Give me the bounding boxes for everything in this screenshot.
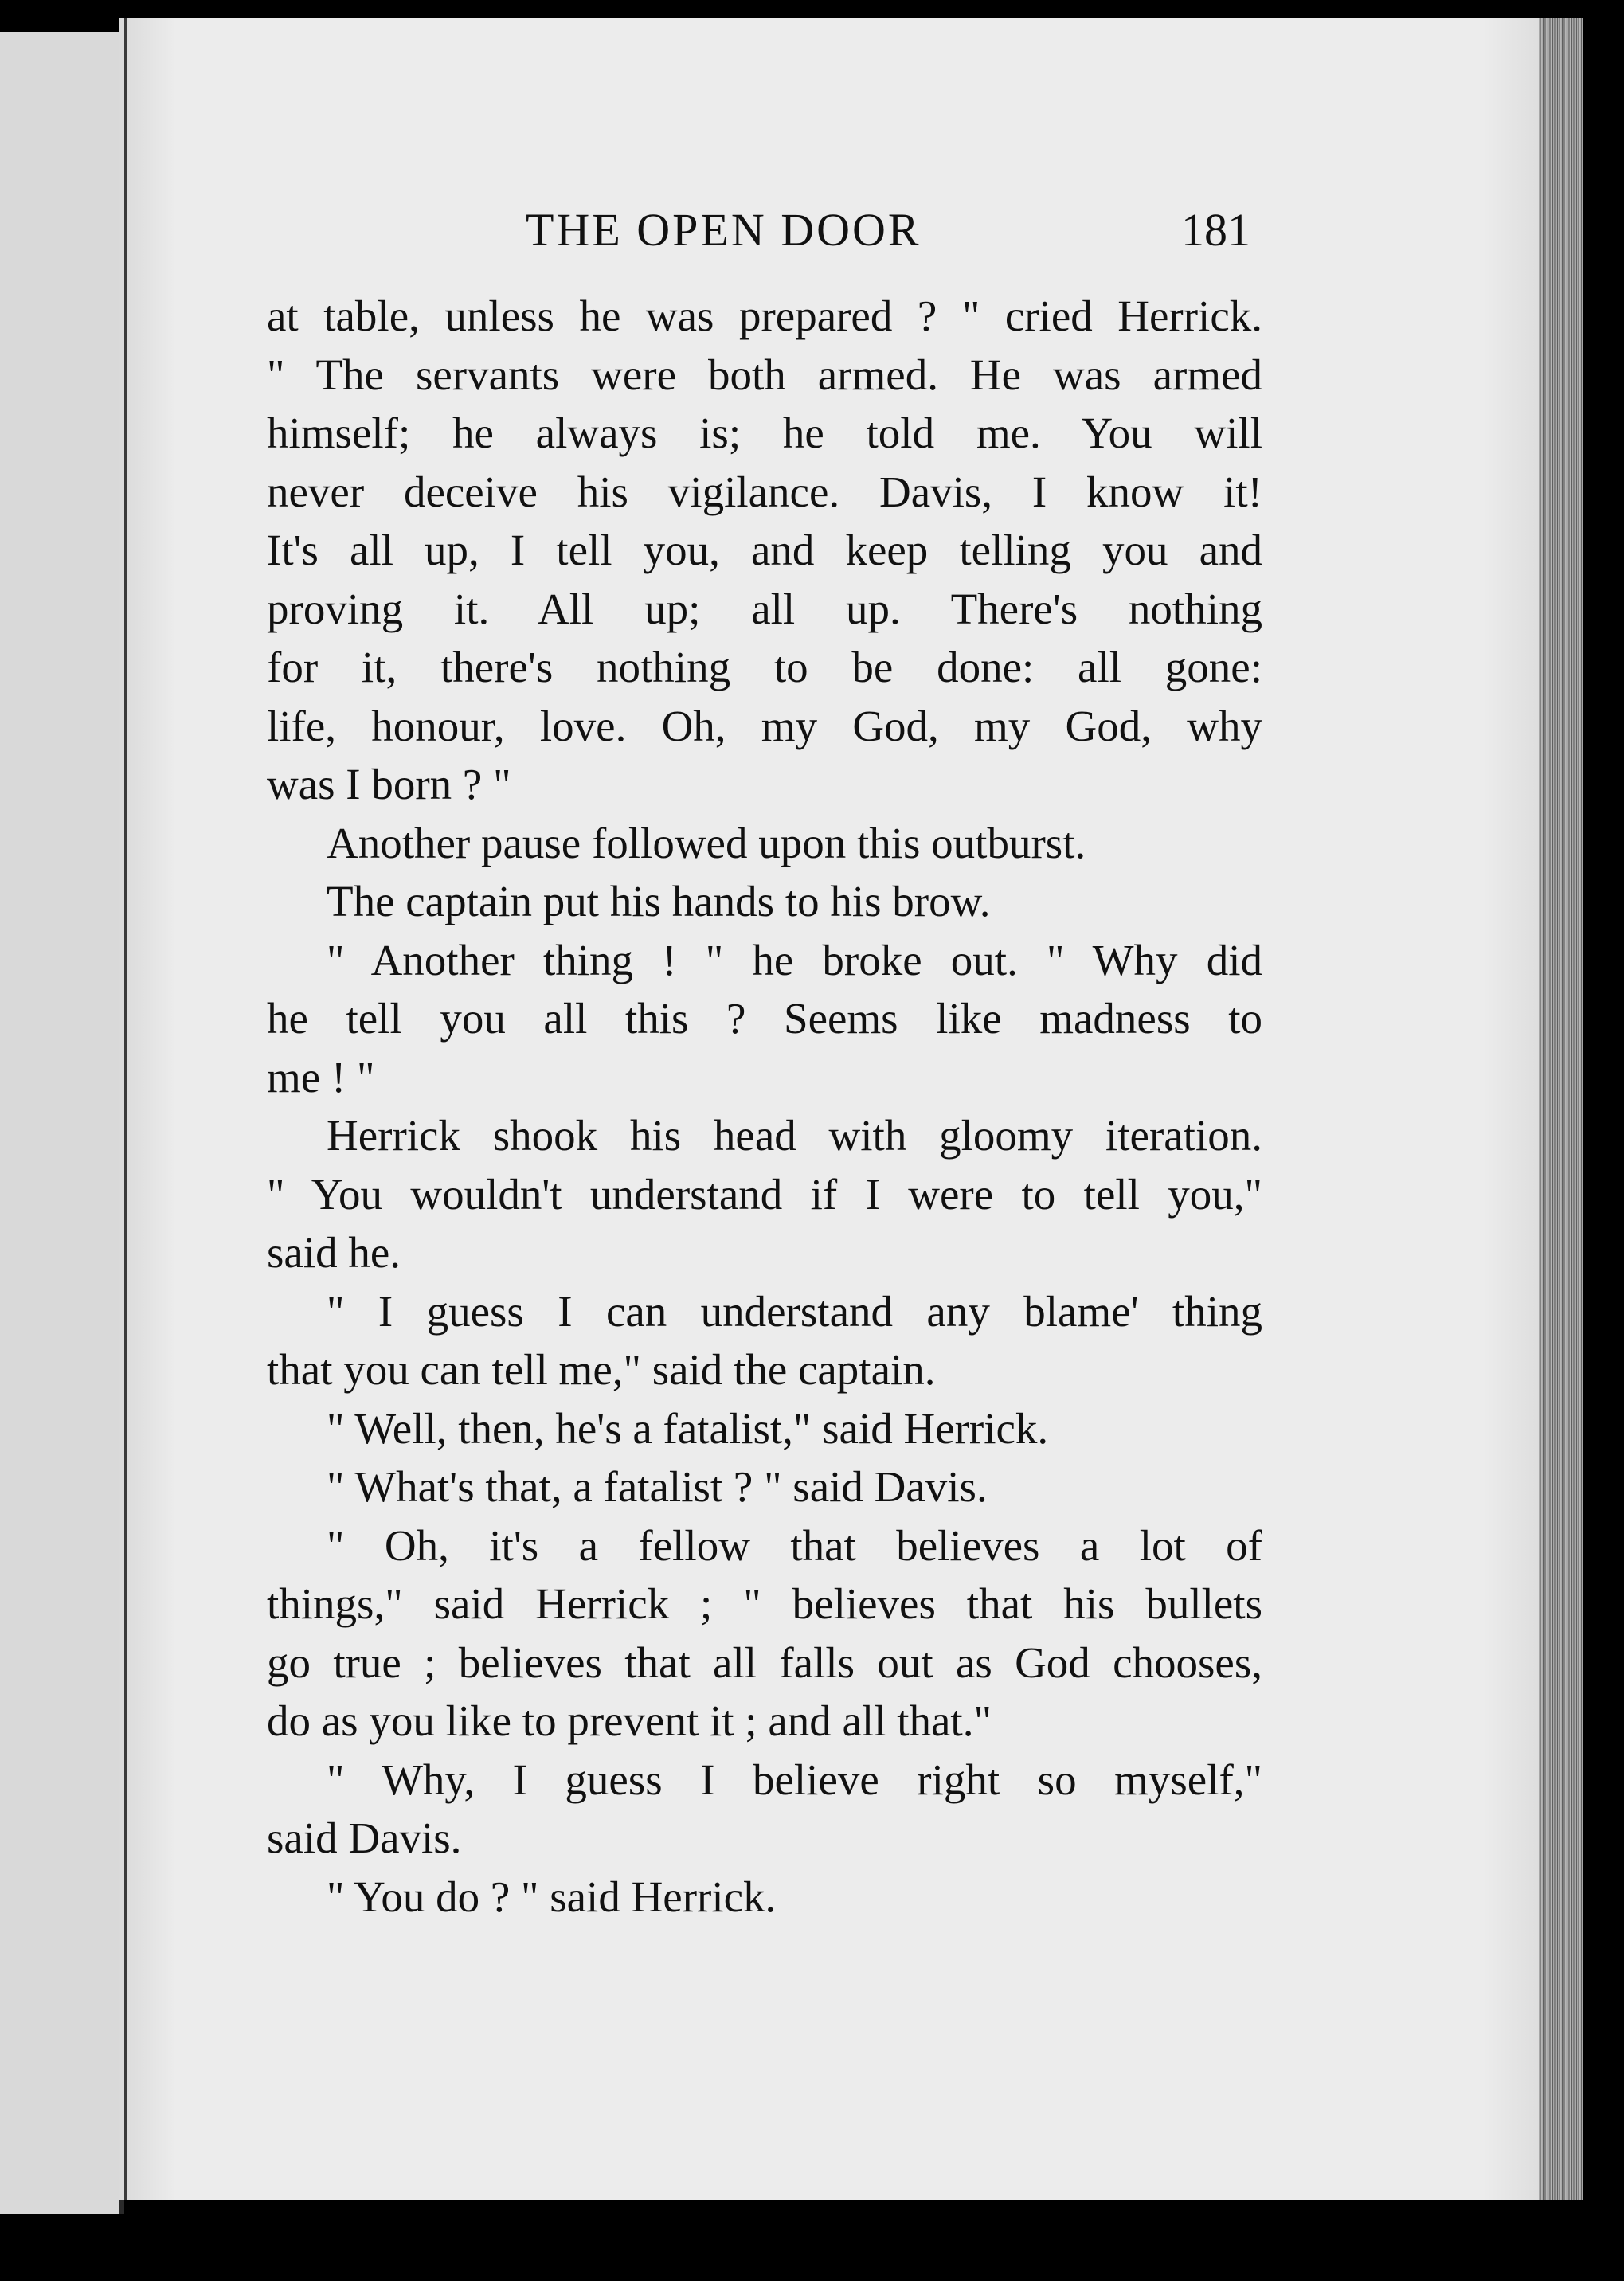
text-line: go true ; believes that all falls out as God chooses,	[267, 1637, 1262, 1687]
text-line: for it, there's nothing to be done: all gone:	[267, 643, 1262, 691]
page-stack-edge	[1539, 18, 1583, 2200]
text-line: do as you like to prevent it ; and all that."	[267, 1696, 992, 1745]
text-line: said Davis.	[267, 1813, 462, 1862]
text-line: It's all up, I tell you, and keep telling you and	[267, 526, 1262, 574]
page-gutter	[124, 18, 127, 2200]
page-number: 181	[1181, 204, 1250, 256]
text-line: himself; he always is; he told me. You will	[267, 409, 1262, 457]
text-line: " The servants were both armed. He was armed	[267, 350, 1262, 399]
text-line: me ! "	[267, 1052, 375, 1101]
text-line: said he.	[267, 1228, 401, 1277]
left-page-edge	[0, 32, 124, 2214]
text-line: never deceive his vigilance. Davis, I know it!	[267, 467, 1262, 516]
running-header	[526, 203, 1250, 267]
text-line: Herrick shook his head with gloomy iteration.	[327, 1111, 1262, 1160]
text-line: at table, unless he was prepared ? " cried Herrick.	[267, 291, 1262, 340]
text-line: " Another thing ! " he broke out. " Why did	[327, 935, 1262, 984]
text-line: " Well, then, he's a fatalist," said Herrick.	[327, 1403, 1049, 1453]
text-line: he tell you all this ? Seems like madness to	[267, 994, 1262, 1043]
text-line: " Oh, it's a fellow that believes a lot of	[327, 1520, 1262, 1570]
text-line: " I guess I can understand any blame' thing	[327, 1286, 1262, 1336]
text-line: that you can tell me," said the captain.	[267, 1345, 936, 1394]
text-line: Another pause followed upon this outburst.	[327, 818, 1086, 867]
text-line: The captain put his hands to his brow.	[327, 877, 991, 925]
text-line: proving it. All up; all up. There's nothing	[267, 584, 1262, 633]
running-title: THE OPEN DOOR	[526, 204, 922, 256]
text-line: things," said Herrick ; " believes that his bullets	[267, 1579, 1262, 1628]
text-line: life, honour, love. Oh, my God, my God, why	[267, 701, 1262, 750]
body-text	[267, 287, 1262, 1926]
text-line: " Why, I guess I believe right so myself,"	[327, 1755, 1262, 1804]
text-line: " You do ? " said Herrick.	[327, 1872, 777, 1921]
text-line: was I born ? "	[267, 760, 511, 808]
text-line: " What's that, a fatalist ? " said Davis.	[327, 1462, 988, 1511]
text-line: " You wouldn't understand if I were to tell you,"	[267, 1169, 1262, 1219]
